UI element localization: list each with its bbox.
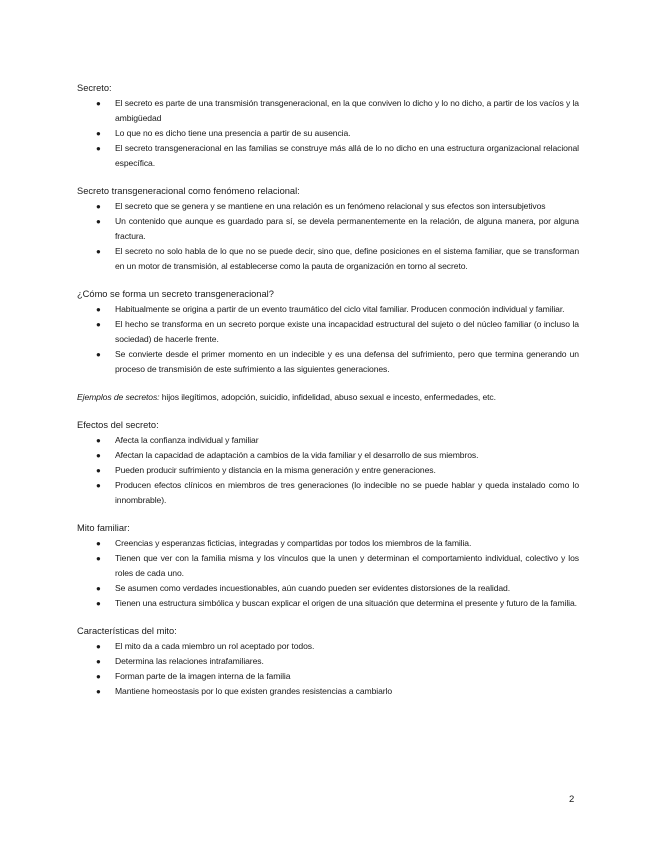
list-item-text: El mito da a cada miembro un rol aceptado por todos. [115,641,315,651]
list-item-text: Tienen una estructura simbólica y buscan explicar el origen de una situación que determina el presente y futuro de la familia. [115,598,577,608]
list-item [77,317,579,347]
bullet-icon: ● [96,599,101,608]
section-heading: Secreto transgeneracional como fenómeno relacional: [77,186,300,196]
bullet-icon: ● [96,144,101,153]
section-mito-familiar [77,521,579,611]
bullet-icon: ● [96,350,101,359]
bullet-icon: ● [96,436,101,445]
bullet-list [77,302,579,377]
section-heading: Secreto: [77,83,112,93]
list-item [77,581,579,596]
bullet-icon: ● [96,451,101,460]
bullet-list [77,96,579,171]
list-item [77,244,579,274]
bullet-icon: ● [96,129,101,138]
list-item-text: Tienen que ver con la familia misma y los vínculos que la unen y determinan el comportamiento individual, colectivo y los roles de cada uno. [115,553,579,578]
list-item-text: El secreto transgeneracional en las familias se construye más allá de lo no dicho en una estructura organizacional relacional específica. [115,143,579,168]
list-item [77,448,579,463]
bullet-icon: ● [96,247,101,256]
bullet-icon: ● [96,202,101,211]
list-item [77,214,579,244]
ejemplos-paragraph [77,390,579,405]
list-item [77,126,579,141]
section-heading: Mito familiar: [77,523,130,533]
list-item [77,96,579,126]
section-como-se-forma [77,287,579,377]
list-item-text: Creencias y esperanzas ficticias, integradas y compartidas por todos los miembros de la familia. [115,538,472,548]
list-item-text: El secreto que se genera y se mantiene en una relación es un fenómeno relacional y sus efectos son intersubjetivos [115,201,546,211]
bullet-icon: ● [96,305,101,314]
list-item-text: Afecta la confianza individual y familiar [115,435,259,445]
list-item-text: El secreto es parte de una transmisión transgeneracional, en la que conviven lo dicho y lo no dicho, a partir de los vacíos y la ambigüedad [115,98,579,123]
document-body [77,81,579,712]
section-efectos [77,418,579,508]
bullet-icon: ● [96,466,101,475]
list-item-text: Determina las relaciones intrafamiliares. [115,656,264,666]
list-item-text: Habitualmente se origina a partir de un evento traumático del ciclo vital familiar. Producen conmoción individual y familiar. [115,304,565,314]
bullet-list [77,433,579,508]
ejemplos-label: Ejemplos de secretos: [77,392,160,402]
bullet-icon: ● [96,539,101,548]
section-heading: Efectos del secreto: [77,420,159,430]
section-heading: ¿Cómo se forma un secreto transgeneracional? [77,289,274,299]
bullet-icon: ● [96,217,101,226]
bullet-icon: ● [96,554,101,563]
bullet-icon: ● [96,320,101,329]
section-fenomeno-relacional [77,184,579,274]
list-item [77,433,579,448]
bullet-icon: ● [96,687,101,696]
section-caracteristicas-mito [77,624,579,699]
bullet-icon: ● [96,642,101,651]
ejemplos-text: hijos ilegítimos, adopción, suicidio, infidelidad, abuso sexual e incesto, enfermedades, etc. [159,392,496,402]
list-item-text: Se asumen como verdades incuestionables, aún cuando pueden ser evidentes distorsiones de la realidad. [115,583,511,593]
bullet-icon: ● [96,584,101,593]
bullet-list [77,639,579,699]
list-item [77,639,579,654]
list-item-text: Un contenido que aunque es guardado para sí, se devela permanentemente en la relación, de alguna manera, por alguna fractura. [115,216,579,241]
list-item [77,302,579,317]
bullet-icon: ● [96,99,101,108]
list-item-text: El hecho se transforma en un secreto porque existe una incapacidad estructural del sujeto o del núcleo familiar (o incluso la sociedad) de hacerle frente. [115,319,579,344]
list-item-text: Afectan la capacidad de adaptación a cambios de la vida familiar y el desarrollo de sus miembros. [115,450,479,460]
list-item [77,141,579,171]
list-item-text: Se convierte desde el primer momento en un indecible y es una defensa del sufrimiento, pero que termina generando un proceso de transmisión de este sufrimiento a las siguientes generaciones. [115,349,579,374]
list-item [77,669,579,684]
list-item [77,551,579,581]
bullet-icon: ● [96,481,101,490]
section-secreto [77,81,579,171]
list-item [77,463,579,478]
list-item-text: Mantiene homeostasis por lo que existen grandes resistencias a cambiarlo [115,686,393,696]
page-number: 2 [569,794,575,805]
list-item [77,536,579,551]
list-item-text: Lo que no es dicho tiene una presencia a partir de su ausencia. [115,128,351,138]
list-item [77,596,579,611]
bullet-list [77,536,579,611]
section-ejemplos [77,390,579,405]
list-item-text: Pueden producir sufrimiento y distancia en la misma generación y entre generaciones. [115,465,436,475]
list-item [77,478,579,508]
list-item-text: Producen efectos clínicos en miembros de tres generaciones (lo indecible no se puede hablar y queda instalado como lo innombrable). [115,480,579,505]
bullet-icon: ● [96,672,101,681]
list-item [77,654,579,669]
list-item-text: El secreto no solo habla de lo que no se puede decir, sino que, define posiciones en el sistema familiar, que se transforman en un motor de transmisión, al establecerse como la pauta de organización en torno al secreto. [115,246,579,271]
list-item [77,684,579,699]
list-item-text: Forman parte de la imagen interna de la familia [115,671,291,681]
list-item [77,199,579,214]
list-item [77,347,579,377]
bullet-list [77,199,579,274]
section-heading: Características del mito: [77,626,177,636]
bullet-icon: ● [96,657,101,666]
